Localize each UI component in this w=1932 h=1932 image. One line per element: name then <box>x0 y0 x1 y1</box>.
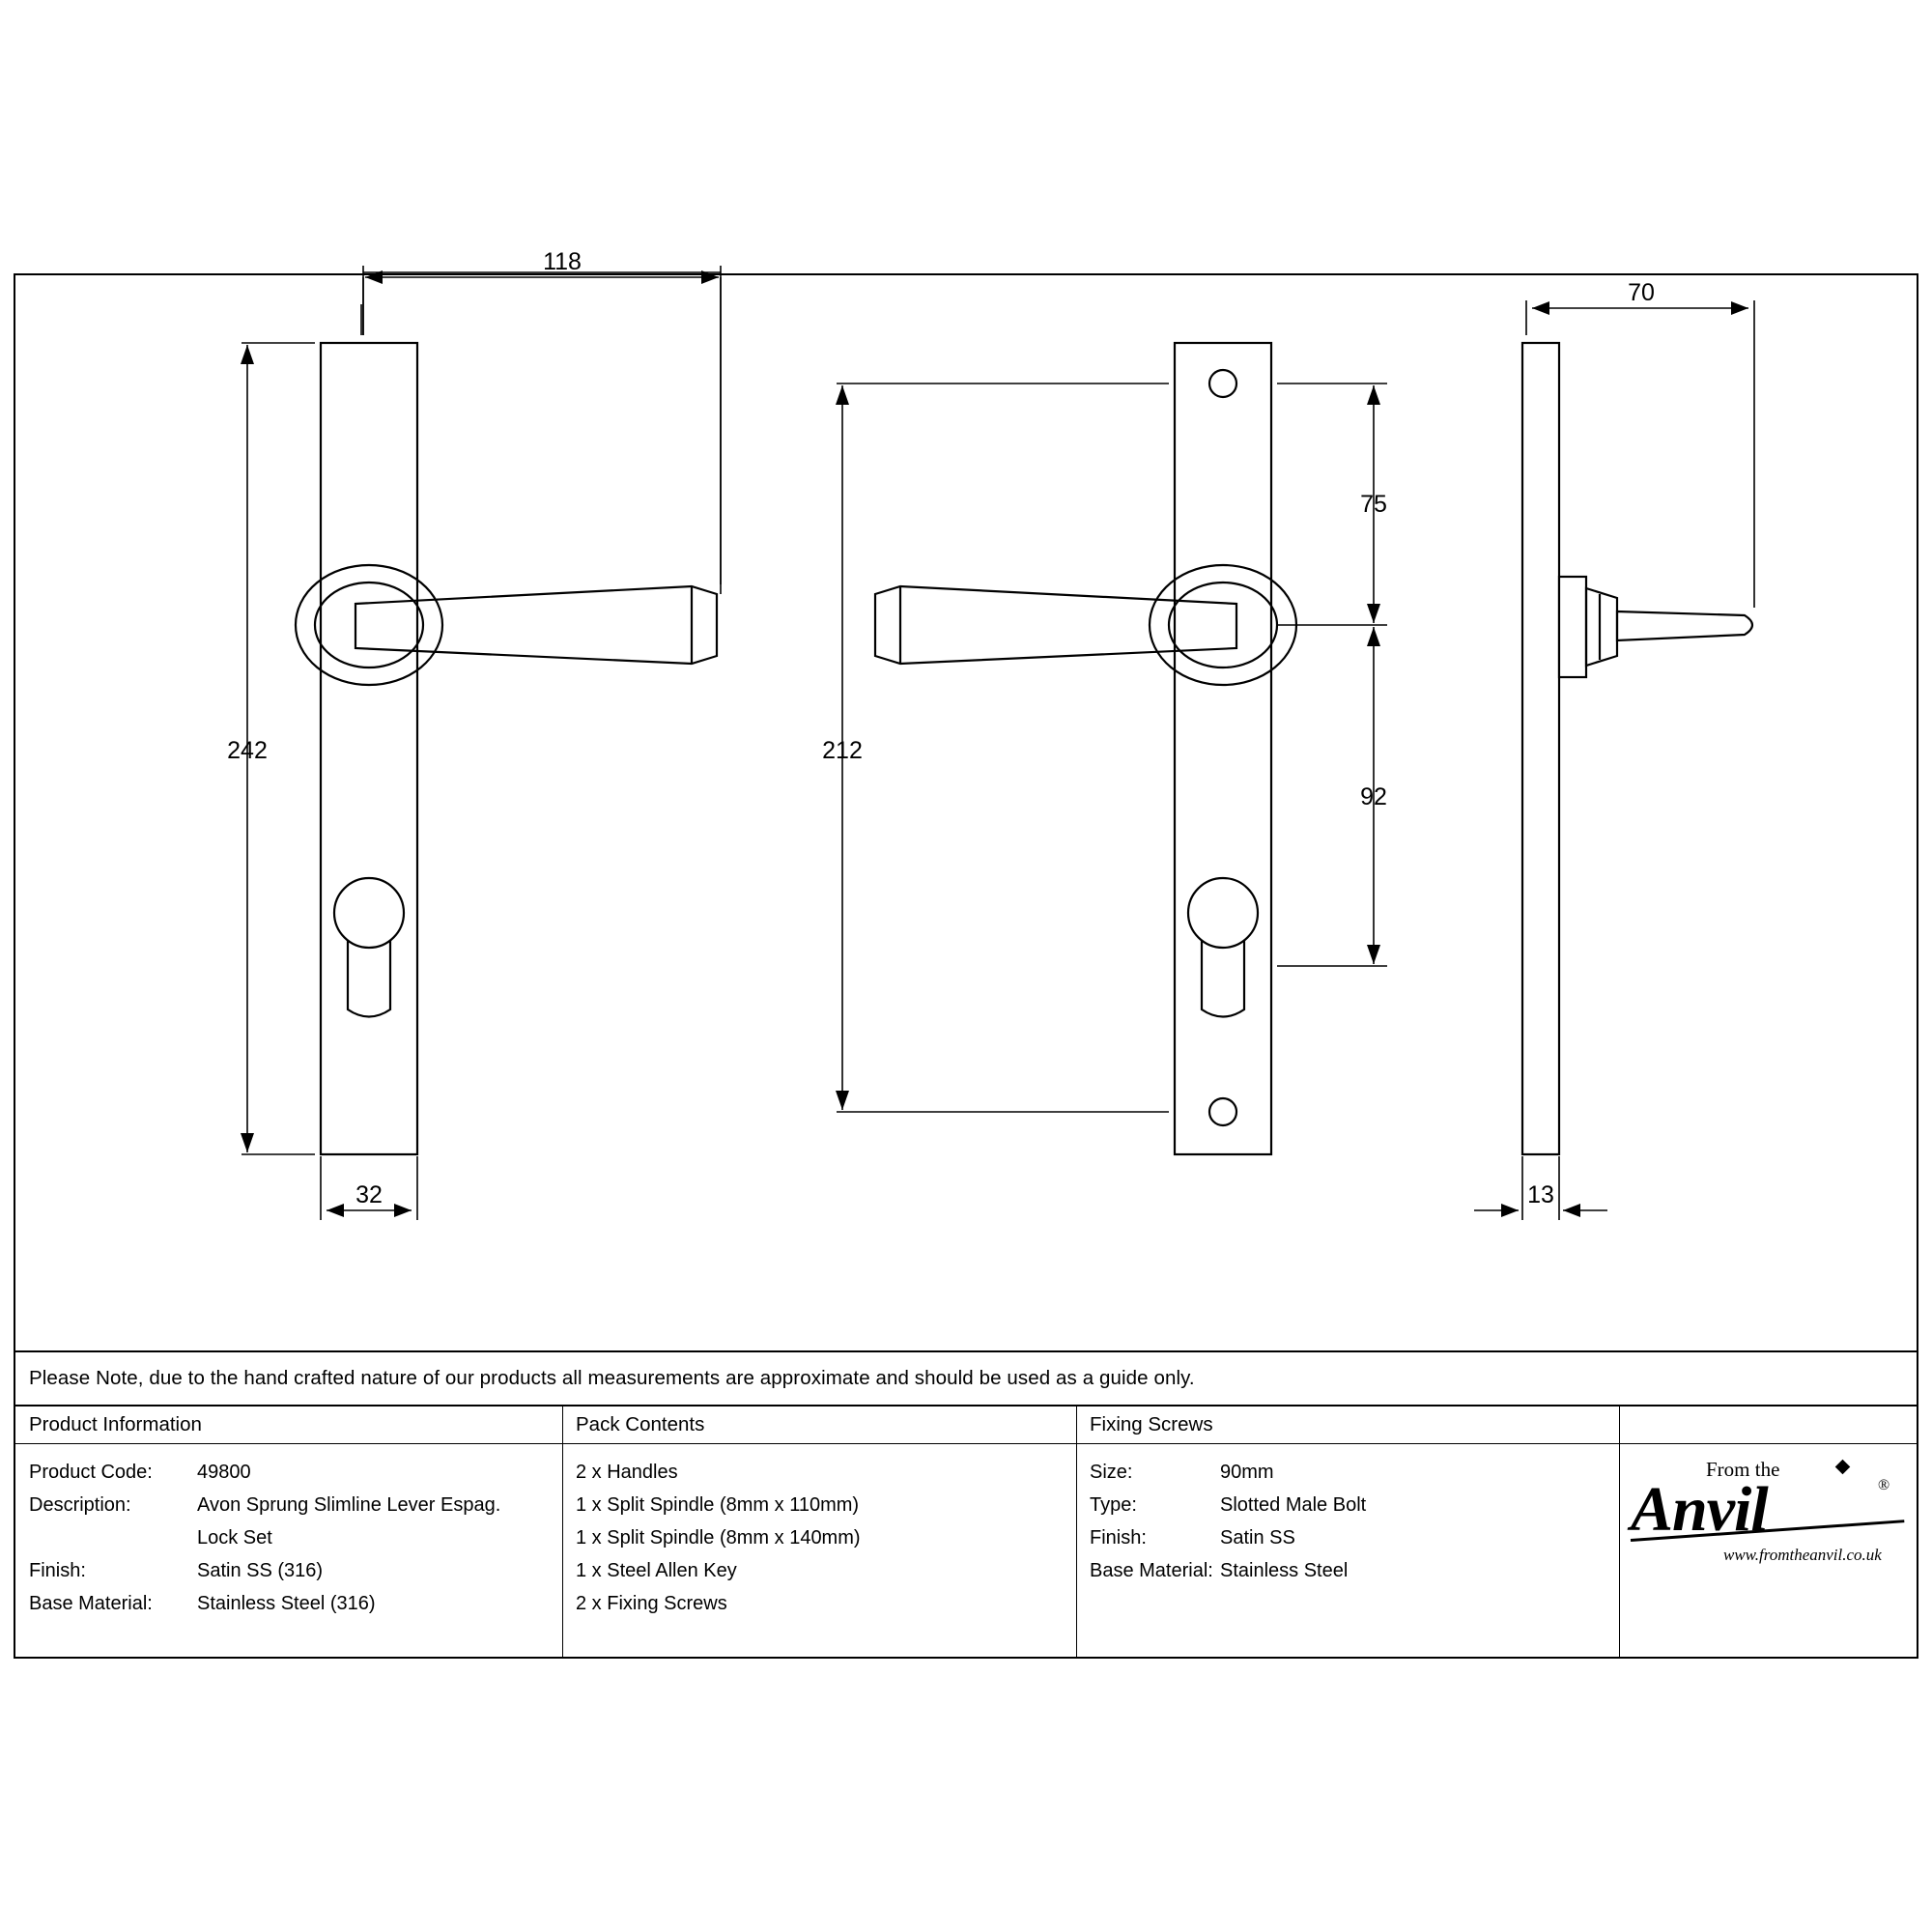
side-spindle <box>1617 611 1752 640</box>
column-divider-2 <box>1076 1405 1077 1657</box>
description-label-cont <box>29 1521 198 1554</box>
logo-url: www.fromtheanvil.co.uk <box>1723 1546 1882 1564</box>
measurement-note: Please Note, due to the hand crafted nature of our products all measurements are approximate and should be used as a guide only. <box>29 1367 1195 1389</box>
description-label: Description: <box>29 1494 131 1516</box>
column-divider-3 <box>1619 1405 1620 1657</box>
screw-size-label: Size: <box>1090 1462 1133 1483</box>
list-item: 1 x Steel Allen Key <box>576 1560 737 1581</box>
pack-contents-header: Pack Contents <box>576 1413 705 1435</box>
middle-keyhole-slot <box>1202 940 1244 1017</box>
screw-base-material-label: Base Material: <box>1090 1560 1213 1581</box>
left-keyhole-slot <box>348 940 390 1017</box>
screw-finish-label: Finish: <box>1090 1527 1147 1548</box>
dim-label-70: 70 <box>1628 279 1655 306</box>
registered-trademark-icon: ® <box>1878 1477 1890 1493</box>
diamond-icon <box>1835 1460 1851 1475</box>
screw-size-value: 90mm <box>1220 1462 1274 1483</box>
finish-value: Satin SS (316) <box>197 1560 324 1581</box>
dim-label-242: 242 <box>227 737 268 764</box>
dim-label-13: 13 <box>1527 1181 1554 1208</box>
finish-label: Finish: <box>29 1560 86 1581</box>
dim-75-92 <box>1277 384 1387 966</box>
description-value-cont: Lock Set <box>197 1527 272 1548</box>
left-keyhole-circle <box>334 878 404 948</box>
middle-screw-hole-top <box>1209 370 1236 397</box>
list-item: 1 x Split Spindle (8mm x 140mm) <box>576 1527 861 1548</box>
middle-keyhole-circle <box>1188 878 1258 948</box>
product-code-label: Product Code: <box>29 1462 153 1483</box>
technical-drawing <box>15 248 1917 1350</box>
product-information-header: Product Information <box>29 1413 202 1435</box>
brand-logo <box>1631 1456 1905 1572</box>
dim-label-32: 32 <box>355 1181 383 1208</box>
side-rose-collar <box>1586 588 1617 666</box>
fixing-screws-values <box>1220 1456 1366 1587</box>
dim-label-92: 92 <box>1360 783 1387 810</box>
dim-label-212: 212 <box>822 737 863 764</box>
screw-type-label: Type: <box>1090 1494 1137 1516</box>
dim-label-75: 75 <box>1360 491 1387 518</box>
side-backplate <box>1522 343 1559 1154</box>
note-row <box>15 1350 1917 1405</box>
list-item: 1 x Split Spindle (8mm x 110mm) <box>576 1494 860 1516</box>
drawing-svg <box>15 248 1917 1350</box>
base-material-label: Base Material: <box>29 1593 153 1614</box>
logo-name: Anvil <box>1631 1474 1768 1545</box>
middle-rose-inner <box>1169 582 1277 668</box>
left-backplate <box>321 343 417 1154</box>
sheet-border <box>14 248 1918 1659</box>
list-item: 2 x Fixing Screws <box>576 1593 727 1614</box>
dim-212 <box>836 384 1169 1112</box>
left-rose-inner <box>315 582 423 668</box>
table-header-row <box>15 1405 1917 1443</box>
screw-type-value: Slotted Male Bolt <box>1220 1494 1367 1516</box>
dim-70 <box>1526 300 1754 608</box>
pack-contents-list <box>576 1456 861 1620</box>
middle-screw-hole-bottom <box>1209 1098 1236 1125</box>
screw-base-material-value: Stainless Steel <box>1220 1560 1349 1581</box>
dim-118 <box>361 266 721 594</box>
fixing-screws-header: Fixing Screws <box>1090 1413 1213 1435</box>
description-value: Avon Sprung Slimline Lever Espag. <box>197 1494 501 1516</box>
side-rose-boss <box>1559 577 1586 677</box>
list-item: 2 x Handles <box>576 1462 678 1483</box>
base-material-value: Stainless Steel (316) <box>197 1593 376 1614</box>
logo-top-text: From the <box>1706 1458 1780 1481</box>
dim-label-118: 118 <box>543 248 582 275</box>
product-information-keys <box>29 1456 198 1620</box>
product-code-value: 49800 <box>197 1462 251 1483</box>
middle-backplate <box>1175 343 1271 1154</box>
product-information-values <box>197 1456 564 1620</box>
screw-finish-value: Satin SS <box>1220 1527 1295 1548</box>
fixing-screws-keys <box>1090 1456 1220 1587</box>
